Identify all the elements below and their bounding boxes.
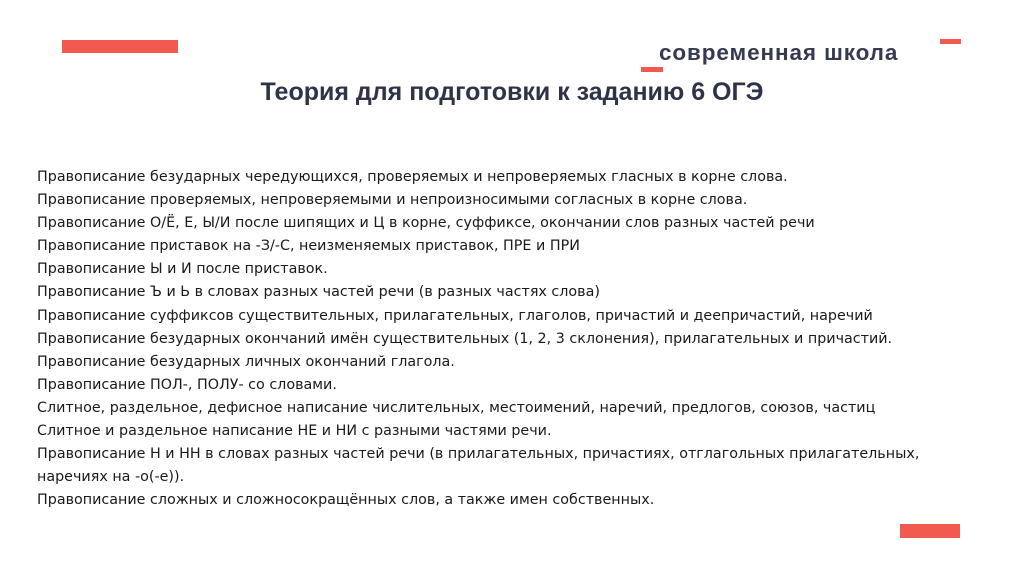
list-item: Правописание Н и НН в словах разных частей речи (в прилагательных, причастиях, отглагольных прилагательных, наречиях на -о(-е)). [37, 446, 920, 486]
decorative-accent-bar-bottom [900, 524, 960, 538]
logo-dash-left-icon [641, 67, 663, 72]
slide-title: Теория для подготовки к заданию 6 ОГЭ [260, 78, 764, 106]
list-item: Правописание Ъ и Ь в словах разных частей речи (в разных частях слова) [37, 284, 600, 301]
topic-list [37, 166, 997, 512]
logo-dash-right-icon [940, 39, 961, 44]
list-item: Правописание безударных чередующихся, проверяемых и непроверяемых гласных в корне слова. [37, 169, 788, 185]
list-item: Слитное и раздельное написание НЕ и НИ с разными частями речи. [37, 423, 552, 440]
brand-name: современная школа [659, 40, 899, 65]
list-item: Правописание безударных окончаний имён существительных (1, 2, 3 склонения), прилагательных и причастий. [37, 330, 893, 347]
list-item: Правописание проверяемых, непроверяемыми и непроизносимыми согласных в корне слова. [37, 192, 748, 209]
list-item: Правописание О/Ё, Е, Ы/И после шипящих и Ц в корне, суффиксе, окончании слов разных частей речи [37, 215, 815, 232]
brand-logo [641, 38, 961, 74]
list-item: Слитное, раздельное, дефисное написание числительных, местоимений, наречий, предлогов, союзов, частиц [37, 399, 876, 416]
list-item: Правописание сложных и сложносокращённых слов, а также имен собственных. [37, 492, 655, 509]
list-item: Правописание Ы и И после приставок. [37, 261, 328, 278]
list-item: Правописание ПОЛ-, ПОЛУ- со словами. [37, 376, 337, 393]
list-item: Правописание безударных личных окончаний глагола. [37, 353, 455, 370]
list-item: Правописание суффиксов существительных, прилагательных, глаголов, причастий и деепричастий, наречий [37, 307, 873, 324]
decorative-accent-bar-top [62, 40, 178, 53]
list-item: Правописание приставок на -З/-С, неизменяемых приставок, ПРЕ и ПРИ [37, 238, 580, 255]
